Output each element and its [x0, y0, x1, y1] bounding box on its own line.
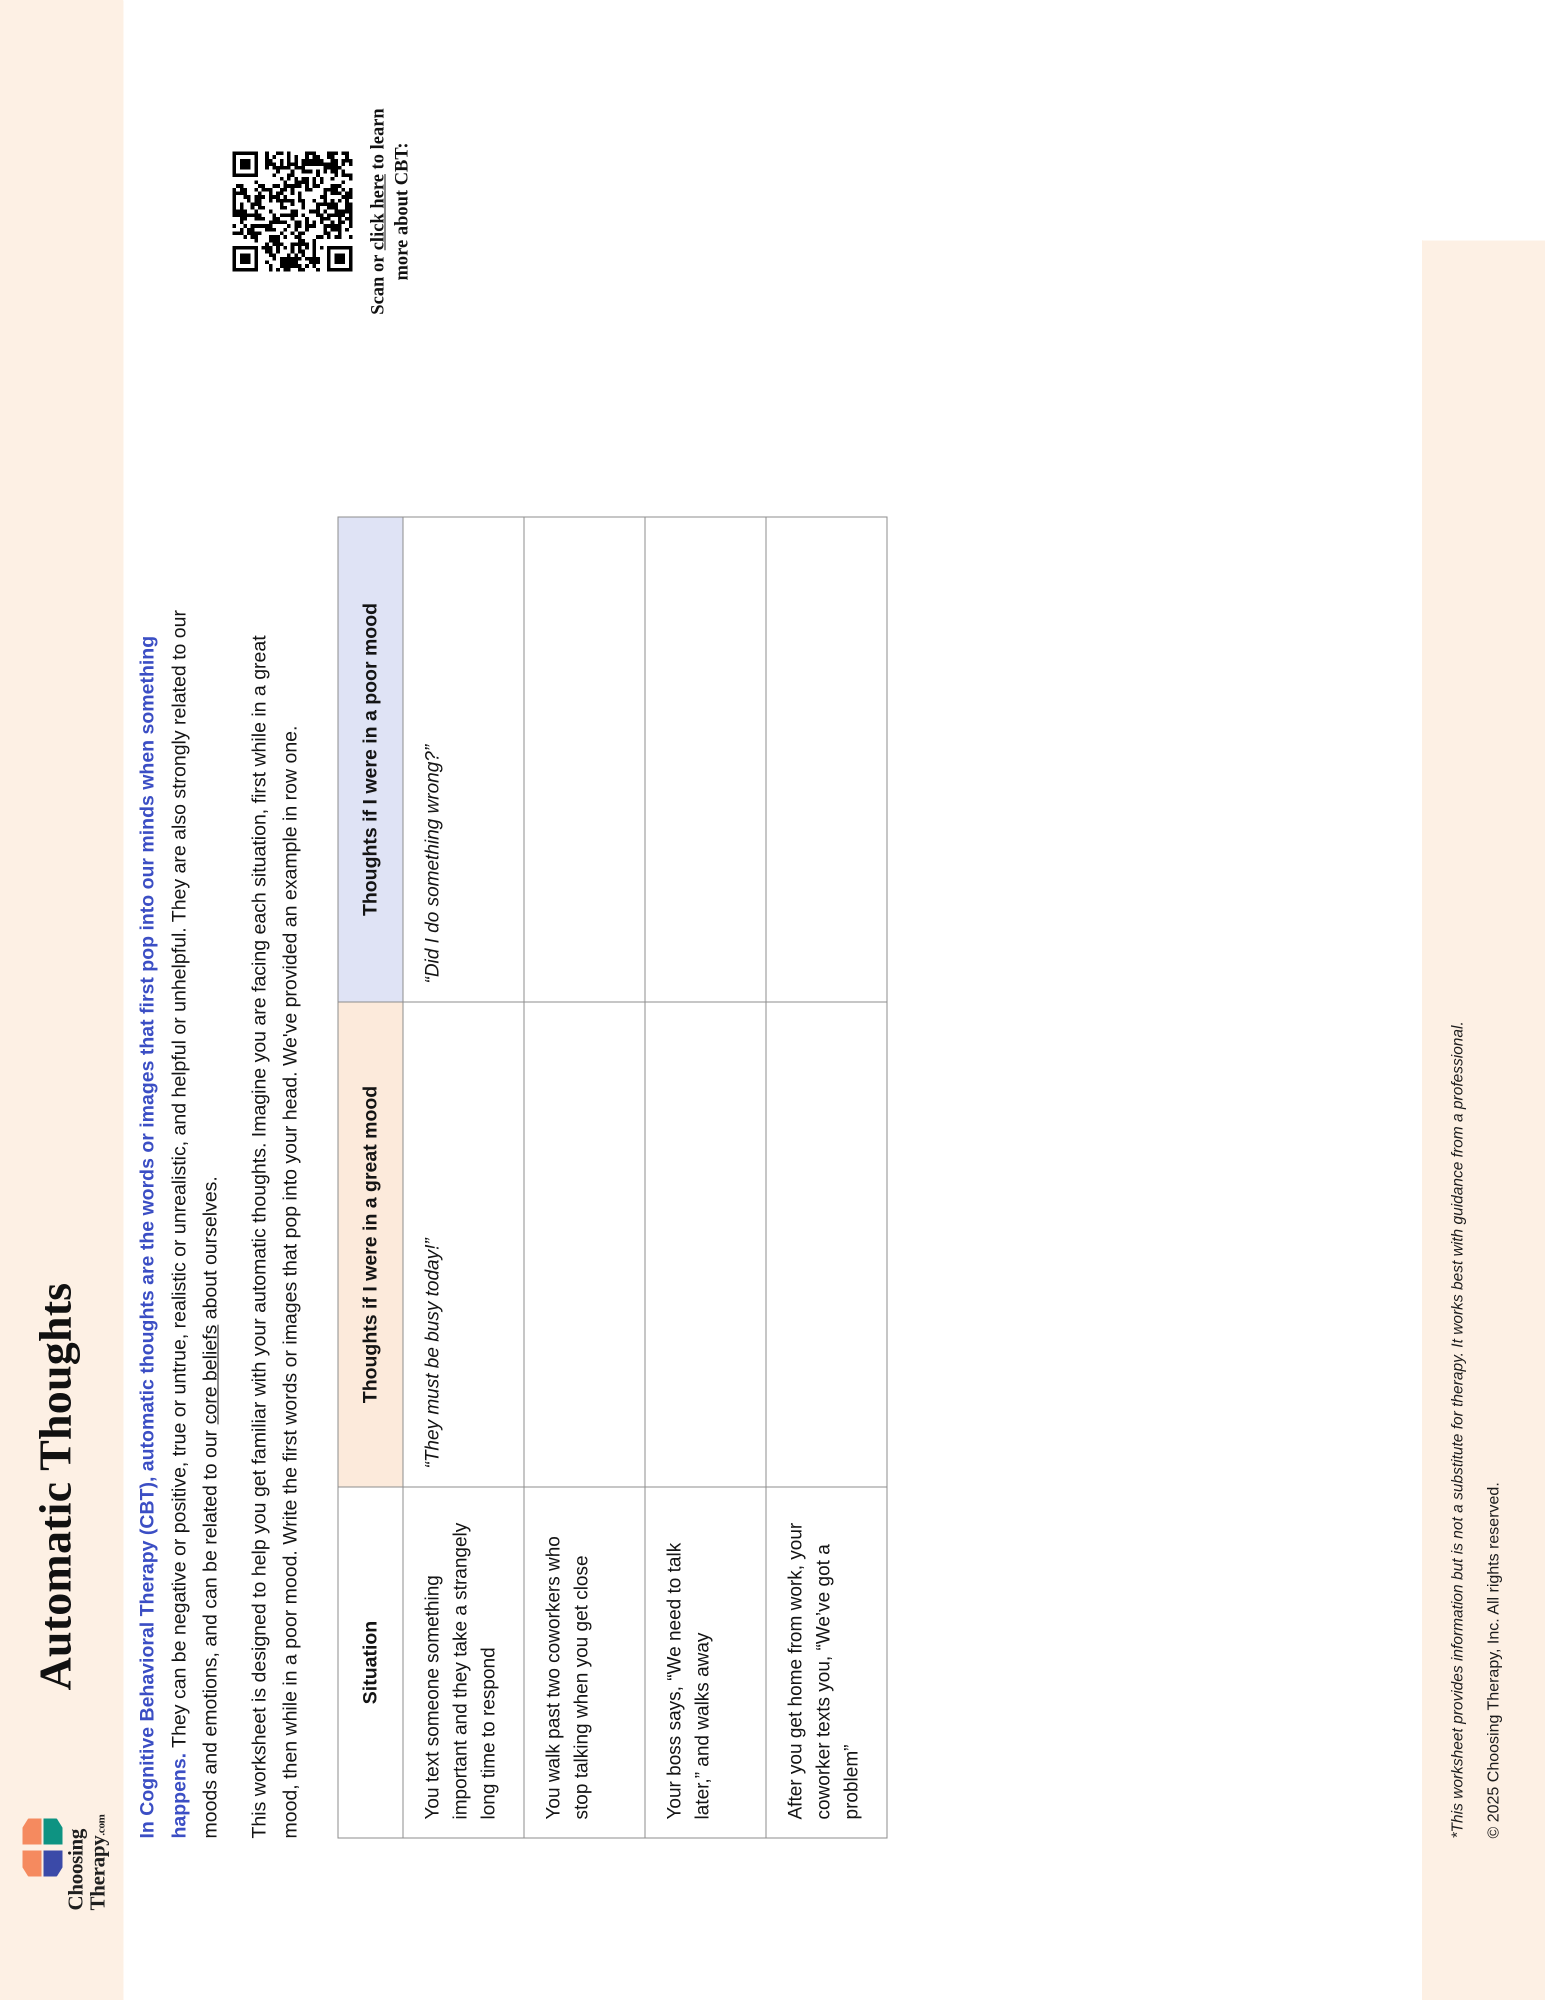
brand-logo[interactable] — [22, 1730, 108, 1910]
intro-paragraph-1 — [132, 583, 227, 1838]
cell-great-mood-4[interactable] — [766, 1002, 887, 1487]
page-title: Automatic Thoughts — [29, 1282, 80, 1690]
cell-great-mood-2[interactable] — [524, 1002, 645, 1487]
cell-poor-mood-1[interactable]: “Did I do something wrong?” — [403, 517, 524, 1002]
logo-quadrant-bottom-right-icon — [43, 1818, 62, 1844]
cell-poor-mood-4[interactable] — [766, 517, 887, 1002]
footer-disclaimer: *This worksheet provides information but is not a substitute for therapy. It works best with guidance from a professional. — [1449, 1020, 1466, 1838]
cell-great-mood-3[interactable] — [645, 1002, 766, 1487]
cell-poor-mood-2[interactable] — [524, 517, 645, 1002]
intro-paragraph-2: This worksheet is designed to help you get familiar with your automatic thoughts. Imagine you are facing each situation, first while in a great mood, then while in a poor mood. Write the first words or images that pop into your head. We've provided an example in row one. — [247, 634, 302, 1838]
footer-copyright: © 2025 Choosing Therapy, Inc. All rights reserved. — [1485, 1481, 1502, 1838]
qr-caption-link[interactable]: click here — [368, 173, 388, 250]
intro-core-beliefs-link[interactable]: core beliefs — [199, 1324, 222, 1424]
column-header-poor-mood: Thoughts if I were in a poor mood — [338, 517, 403, 1002]
column-header-situation: Situation — [338, 1487, 403, 1838]
intro-body-b: about ourselves. — [199, 1175, 222, 1325]
intro-highlight: In Cognitive Behavioral Therapy (CBT), automatic thoughts are the words or images that first pop into our minds when something happens. — [136, 635, 190, 1838]
cell-poor-mood-3[interactable] — [645, 517, 766, 1002]
table-row — [645, 517, 766, 1838]
canvas-strip-bottom — [1422, 0, 1545, 2000]
logo-quadrant-top-left-icon — [22, 1850, 41, 1876]
cell-situation-1: You text someone something important and they take a strangely long time to respond — [403, 1487, 524, 1838]
table-body — [403, 517, 887, 1838]
table-header-row — [338, 517, 403, 1838]
column-header-great-mood: Thoughts if I were in a great mood — [338, 1002, 403, 1487]
table-row — [524, 517, 645, 1838]
qr-caption-lead: Scan or — [368, 249, 388, 315]
qr-caption-tail: to learn more about CBT: — [368, 107, 413, 281]
cell-situation-4: After you get home from work, your coworker texts you, “We’ve got a problem” — [766, 1487, 887, 1838]
logo-quadrant-top-right-icon — [22, 1818, 41, 1844]
cell-situation-2: You walk past two coworkers who stop talking when you get close — [524, 1487, 645, 1838]
cell-great-mood-1[interactable]: “They must be busy today!” — [403, 1002, 524, 1487]
canvas-strip-top — [0, 0, 123, 2000]
qr-block[interactable] — [232, 96, 415, 326]
choosing-therapy-logo-icon — [22, 1818, 61, 1876]
table-row — [766, 517, 887, 1838]
table-head — [338, 517, 403, 1838]
canvas-strip-bottom-notch — [1422, 0, 1545, 240]
brand-wordmark-tld: .com — [94, 1813, 107, 1836]
logo-quadrant-bottom-left-icon — [43, 1850, 62, 1876]
automatic-thoughts-table — [337, 516, 887, 1838]
brand-wordmark-line2: Therapy.com — [84, 1813, 109, 1910]
cell-situation-3: Your boss says, “We need to talk later,” and walks away — [645, 1487, 766, 1838]
qr-caption — [366, 96, 415, 326]
intro-body-a: They can be negative or positive, true or untrue, realistic or unrealistic, and helpful or unhelpful. They are also strongly related to our moods and emotions, and can be related to our — [167, 609, 222, 1838]
qr-code-icon[interactable] — [232, 151, 352, 271]
brand-wordmark-line1: Choosing — [63, 1828, 88, 1910]
intro-text — [132, 583, 324, 1838]
table-row — [403, 517, 524, 1838]
brand-wordmark — [65, 1814, 108, 1910]
